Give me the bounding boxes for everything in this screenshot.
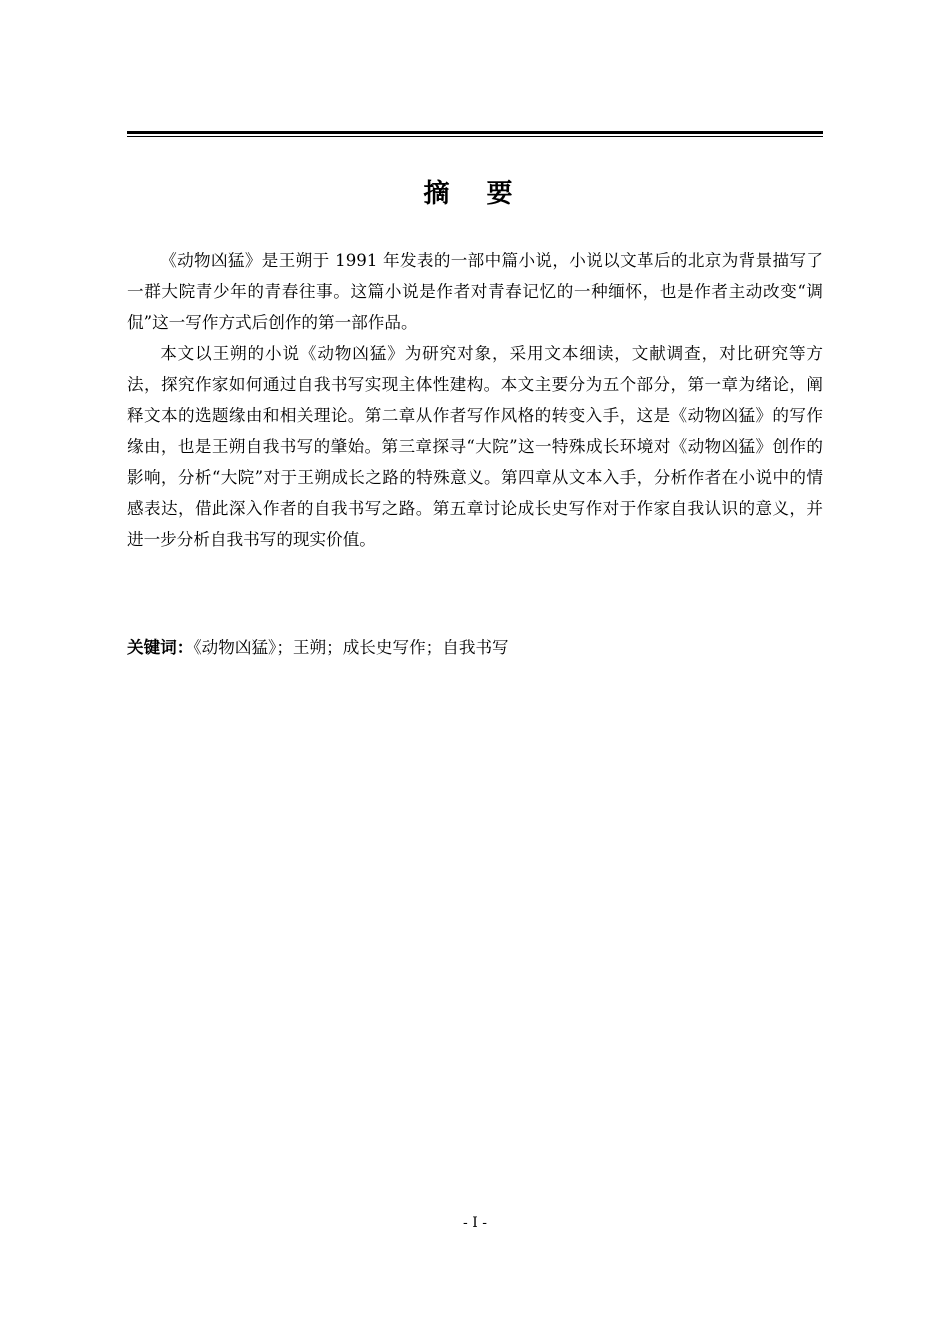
- header-rule: [127, 131, 823, 138]
- keywords-label: 关键词：: [127, 638, 194, 657]
- header-rule-thin: [127, 136, 823, 137]
- keywords-line: [127, 634, 823, 662]
- header-rule-thick: [127, 131, 823, 134]
- abstract-body: [127, 245, 823, 555]
- page-number: - I -: [463, 1215, 487, 1231]
- abstract-paragraph-1: 《动物凶猛》是王朔于 1991 年发表的一部中篇小说，小说以文革后的北京为背景描写了一群大院青少年的青春往事。这篇小说是作者对青春记忆的一种缅怀，也是作者主动改变“调侃”这一写作方式后创作的第一部作品。: [127, 251, 823, 332]
- abstract-title: 摘 要: [423, 179, 527, 209]
- abstract-paragraph-2: 本文以王朔的小说《动物凶猛》为研究对象，采用文本细读，文献调查，对比研究等方法，探究作家如何通过自我书写实现主体性建构。本文主要分为五个部分，第一章为绪论，阐释文本的选题缘由和相关理论。第二章从作者写作风格的转变入手，这是《动物凶猛》的写作缘由，也是王朔自我书写的肇始。第三章探寻“大院”这一特殊成长环境对《动物凶猛》创作的影响，分析“大院”对于王朔成长之路的特殊意义。第四章从文本入手，分析作者在小说中的情感表达，借此深入作者的自我书写之路。第五章讨论成长史写作对于作家自我认识的意义，并进一步分析自我书写的现实价值。: [127, 344, 823, 549]
- keywords-items: 《动物凶猛》；王朔；成长史写作；自我书写: [193, 638, 509, 657]
